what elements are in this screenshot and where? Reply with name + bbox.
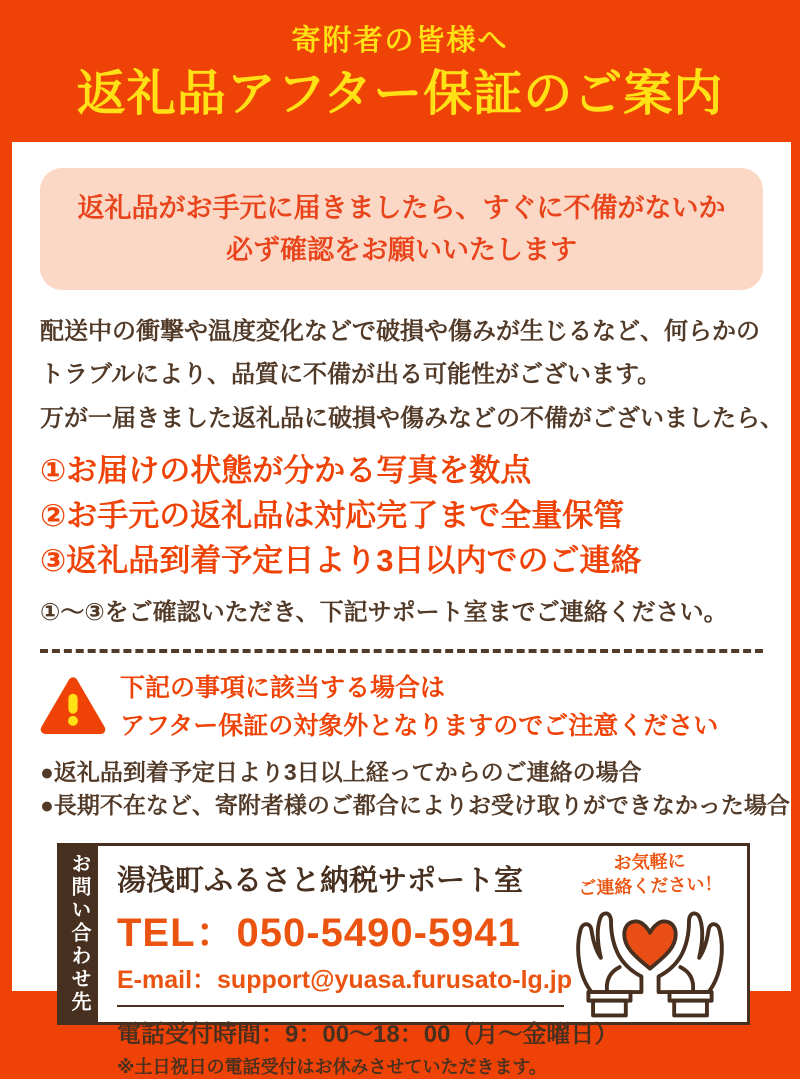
exclusion-bullet-2: ●長期不在など、寄附者様のご都合によりお受け取りができなかった場合 xyxy=(40,792,790,819)
contact-callout xyxy=(556,846,744,901)
paragraph-line-2: トラブルにより、品質に不備が出る可能性がございます。 xyxy=(40,361,662,389)
contact-illustration xyxy=(557,850,743,1018)
warning-text xyxy=(120,669,718,747)
paragraph-line-1: 配送中の衝撃や温度変化などで破損や傷みが生じるなど、何らかの xyxy=(40,317,760,345)
notice-box xyxy=(40,168,763,290)
callout-line-1: お気軽に xyxy=(613,850,686,873)
support-office-name: 湯浅町ふるさと納税サポート室 xyxy=(117,864,524,897)
email-label: E-mail： xyxy=(117,965,218,994)
tel-label: TEL： xyxy=(117,910,237,955)
numbered-item-1: ①お届けの状態が分かる写真を数点 xyxy=(40,452,532,488)
paragraph-line-3: 万が一届きました返礼品に破損や傷みなどの不備がございましたら、 xyxy=(40,405,784,433)
warning-line-1: 下記の事項に該当する場合は xyxy=(120,673,446,702)
exclusion-bullets xyxy=(40,756,790,823)
contact-sidebar xyxy=(60,846,98,1022)
tel-number: 050-5490-5941 xyxy=(236,910,521,955)
content-area xyxy=(12,142,791,1077)
phone-hours: 電話受付時間：9：00～18：00（月～金曜日） xyxy=(117,1020,619,1048)
required-steps-list xyxy=(40,449,763,584)
notice-line-2: 必ず確認をお願いいたします xyxy=(226,234,577,265)
contact-divider xyxy=(117,1005,564,1007)
confirm-note: ①～③をご確認いただき、下記サポート室までご連絡ください。 xyxy=(40,598,728,626)
phone-hours-note: ※土日祝日の電話受付はお休みさせていただきます。 xyxy=(117,1056,548,1077)
exclusion-bullet-1: ●返礼品到着予定日より3日以上経ってからのご連絡の場合 xyxy=(40,759,642,786)
intro-paragraph xyxy=(40,310,784,441)
warning-line-2: アフター保証の対象外となりますのでご注意ください xyxy=(120,712,719,741)
dashed-divider xyxy=(40,649,763,653)
numbered-item-3: ③返礼品到着予定日より3日以内でのご連絡 xyxy=(40,542,642,578)
notice-line-1: 返礼品がお手元に届きましたら、すぐに不備がないか xyxy=(77,193,726,223)
contact-main xyxy=(98,846,747,1077)
contact-box xyxy=(57,843,750,1077)
warning-triangle-icon xyxy=(40,674,106,741)
warning-section xyxy=(40,669,763,747)
numbered-item-2: ②お手元の返礼品は対応完了まで全量保管 xyxy=(40,497,625,533)
header-subtitle: 寄附者の皆様へ xyxy=(291,24,509,57)
email-address: support@yuasa.furusato-lg.jp xyxy=(217,965,572,994)
contact-sidebar-label: お問い合わせ先 xyxy=(68,853,90,1015)
callout-line-2: ご連絡ください！ xyxy=(578,873,723,899)
hands-holding-heart-icon xyxy=(560,900,740,1017)
header xyxy=(0,0,800,142)
page-title: 返礼品アフター保証のご案内 xyxy=(76,66,724,121)
